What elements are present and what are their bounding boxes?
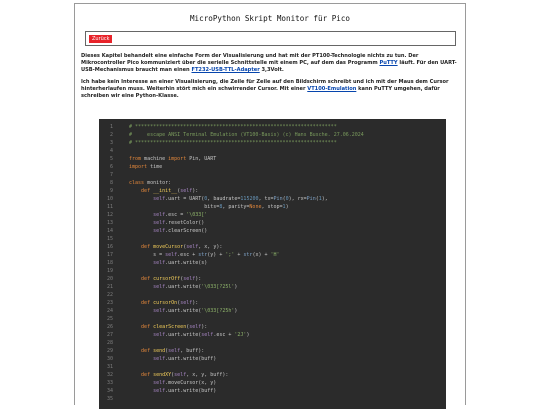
code-token: cursorOn: [153, 300, 178, 306]
code-token: # *******************************************************************: [129, 140, 337, 146]
line-number: 19: [106, 268, 113, 274]
code-token: Pin: [306, 196, 316, 202]
code-token: [129, 332, 153, 338]
content-panel: [74, 3, 466, 405]
code-text: [129, 219, 204, 227]
line-number: 28: [106, 340, 113, 346]
code-token: moveCursor: [153, 244, 184, 250]
code-token: monitor:: [144, 180, 172, 186]
code-token: 1: [282, 204, 286, 210]
code-token: .resetColor(): [165, 220, 205, 226]
code-token: (: [315, 196, 319, 202]
code-token: [129, 220, 153, 226]
line-number: 17: [106, 252, 113, 258]
code-token: class: [129, 180, 145, 186]
line-number: 23: [106, 300, 113, 306]
code-token: ), rx=: [288, 196, 307, 202]
code-line: [99, 139, 446, 147]
code-line: [99, 123, 446, 131]
code-token: str: [243, 252, 253, 258]
paragraph-text: Ich habe kein Interesse an einer Visualisierung, die Zeile für Zeile auf den Bildschirm schreibt und ich mit der Maus dem Cursor hinterherlaufen muss. Weiterhin stört mich ein schwirrender Cursor. Mit einer: [81, 79, 449, 92]
code-token: self: [174, 372, 187, 378]
code-token: 115200: [240, 196, 259, 202]
code-line: [99, 171, 446, 179]
code-text: [129, 347, 204, 355]
code-text: [129, 299, 198, 307]
code-token: [129, 188, 141, 194]
code-token: self: [153, 220, 166, 226]
code-token: ):: [192, 300, 199, 306]
code-line: [99, 331, 446, 339]
line-number: 5: [109, 156, 113, 162]
code-token: def: [141, 276, 151, 282]
code-line: [99, 283, 446, 291]
line-number: 8: [109, 180, 113, 186]
code-line: [99, 355, 446, 363]
code-token: [129, 380, 153, 386]
code-line: [99, 291, 446, 299]
code-token: .moveCursor(x, y): [165, 380, 217, 386]
code-token: [129, 276, 141, 282]
line-number: 13: [106, 220, 113, 226]
code-token: clearScreen: [153, 324, 187, 330]
line-number: 3: [109, 140, 113, 146]
code-token: [129, 348, 141, 354]
code-token: .clearScreen(): [165, 228, 208, 234]
code-token: (y) +: [207, 252, 226, 258]
code-token: , x, y, buff):: [186, 372, 229, 378]
code-line: [99, 187, 446, 195]
code-token: self: [180, 300, 193, 306]
code-token: Pin: [273, 196, 283, 202]
inline-link[interactable]: FT232-USB-TTL-Adapter: [191, 67, 260, 73]
code-text: [129, 163, 162, 171]
code-token: .uart.write(: [165, 284, 202, 290]
code-token: '\033[?25h': [201, 308, 235, 314]
code-token: 8: [219, 204, 223, 210]
line-number: 18: [106, 260, 113, 266]
code-line: [99, 371, 446, 379]
code-token: (: [165, 348, 169, 354]
code-line: [99, 315, 446, 323]
code-line: [99, 387, 446, 395]
code-token: ):: [192, 188, 199, 194]
code-token: .uart.write(s): [165, 260, 208, 266]
code-text: [129, 139, 337, 147]
code-token: .uart = UART(: [165, 196, 205, 202]
code-line: [99, 307, 446, 315]
line-number: 33: [106, 380, 113, 386]
line-number: 7: [109, 172, 113, 178]
code-token: [129, 228, 153, 234]
code-token: (: [177, 188, 181, 194]
code-token: 'H': [270, 252, 280, 258]
code-token: def: [141, 244, 151, 250]
code-token: [129, 260, 153, 266]
code-line: [99, 155, 446, 163]
code-token: ): [234, 284, 238, 290]
code-token: , x, y):: [198, 244, 223, 250]
code-text: [129, 355, 216, 363]
code-token: self: [153, 228, 166, 234]
code-text: [129, 387, 216, 395]
code-text: [129, 331, 249, 339]
code-line: [99, 267, 446, 275]
code-token: ):: [195, 276, 202, 282]
code-token: .esc +: [213, 332, 235, 338]
code-line: [99, 131, 446, 139]
description-paragraph: [81, 79, 463, 100]
line-number: 31: [106, 364, 113, 370]
line-number: 16: [106, 244, 113, 250]
code-token: [129, 356, 153, 362]
code-text: [129, 227, 207, 235]
code-token: __init__: [153, 188, 178, 194]
code-text: [129, 259, 207, 267]
line-number: 1: [109, 124, 113, 130]
code-token: machine: [141, 156, 169, 162]
code-token: def: [141, 300, 151, 306]
line-number: 4: [109, 148, 113, 154]
code-token: bits=: [129, 204, 220, 210]
code-token: self: [153, 284, 166, 290]
back-button[interactable]: Zurück: [89, 35, 112, 43]
line-number: 26: [106, 324, 113, 330]
code-token: time: [147, 164, 163, 170]
code-token: [129, 372, 141, 378]
code-token: [129, 388, 153, 394]
code-token: ): [246, 332, 250, 338]
code-token: '2J': [234, 332, 247, 338]
code-line: [99, 219, 446, 227]
code-line: [99, 395, 446, 403]
code-token: ';': [225, 252, 235, 258]
line-number: 24: [106, 308, 113, 314]
line-number: 12: [106, 212, 113, 218]
code-token: self: [153, 308, 166, 314]
code-text: [129, 243, 222, 251]
code-token: (: [177, 300, 181, 306]
code-token: , parity=: [222, 204, 250, 210]
code-line: [99, 275, 446, 283]
code-token: self: [153, 356, 166, 362]
code-text: [129, 179, 171, 187]
code-text: [129, 283, 237, 291]
code-token: , baudrate=: [207, 196, 241, 202]
code-line: [99, 179, 446, 187]
code-token: 1: [318, 196, 322, 202]
code-line: [99, 347, 446, 355]
code-text: [129, 371, 228, 379]
code-line: [99, 251, 446, 259]
code-text: [129, 195, 328, 203]
code-token: [129, 300, 141, 306]
code-token: , stop=: [261, 204, 283, 210]
code-token: (: [282, 196, 286, 202]
code-token: from: [129, 156, 142, 162]
code-token: [129, 244, 141, 250]
code-token: .uart.write(: [165, 332, 202, 338]
code-token: sendXY: [153, 372, 172, 378]
line-number: 10: [106, 196, 113, 202]
code-token: [129, 284, 153, 290]
code-token: self: [186, 244, 199, 250]
line-number: 22: [106, 292, 113, 298]
code-text: [129, 155, 216, 163]
code-token: '\033[': [186, 212, 208, 218]
code-text: [129, 307, 237, 315]
code-token: send: [153, 348, 166, 354]
code-token: self: [183, 276, 196, 282]
code-token: '\033[?25l': [201, 284, 235, 290]
code-text: [129, 379, 216, 387]
line-number: 25: [106, 316, 113, 322]
code-token: .uart.write(buff): [165, 356, 217, 362]
code-token: [129, 308, 153, 314]
code-token: self: [153, 332, 166, 338]
code-line: [99, 147, 446, 155]
code-text: [129, 323, 207, 331]
nav-box: [85, 31, 456, 46]
code-line: [99, 235, 446, 243]
code-line: [99, 195, 446, 203]
code-token: self: [165, 252, 178, 258]
code-text: [129, 211, 207, 219]
code-token: ): [285, 204, 289, 210]
code-line: [99, 323, 446, 331]
code-token: .esc =: [165, 212, 187, 218]
code-token: 0: [285, 196, 289, 202]
code-line: [99, 203, 446, 211]
code-token: self: [168, 348, 181, 354]
code-line: [99, 259, 446, 267]
code-token: .uart.write(buff): [165, 388, 217, 394]
code-token: def: [141, 372, 151, 378]
paragraph-text: Dieses Kapitel behandelt eine einfache Form der Visualisierung und hat mit der PT100-Technologie nichts zu tun. Der Mikrocontroller Pico kommuniziert über die serielle Schnittstelle mit einem PC, auf dem das Programm: [81, 53, 419, 66]
code-line: [99, 211, 446, 219]
line-number: 6: [109, 164, 113, 170]
line-number: 20: [106, 276, 113, 282]
code-text: [129, 203, 289, 211]
code-token: self: [153, 388, 166, 394]
code-line: [99, 163, 446, 171]
code-token: str: [198, 252, 208, 258]
code-token: Pin, UART: [186, 156, 217, 162]
code-token: self: [180, 188, 193, 194]
code-token: self: [153, 260, 166, 266]
line-number: 21: [106, 284, 113, 290]
code-token: self: [153, 380, 166, 386]
code-block: [99, 119, 446, 409]
code-token: (: [171, 372, 175, 378]
inline-link[interactable]: VT100-Emulation: [307, 86, 357, 92]
code-line: [99, 243, 446, 251]
line-number: 11: [106, 204, 113, 210]
code-token: s =: [129, 252, 166, 258]
code-token: ):: [201, 324, 208, 330]
code-token: (: [183, 244, 187, 250]
paragraph-text: läuft. Für den UART-USB-Mechanismus braucht man einen: [81, 60, 457, 73]
code-text: [129, 131, 364, 139]
code-token: def: [141, 188, 151, 194]
line-number: 35: [106, 396, 113, 402]
code-token: [129, 196, 153, 202]
line-number: 30: [106, 356, 113, 362]
line-number: 2: [109, 132, 113, 138]
inline-link[interactable]: PuTTY: [379, 60, 398, 66]
code-line: [99, 299, 446, 307]
code-token: .uart.write(: [165, 308, 202, 314]
code-line: [99, 227, 446, 235]
code-token: # *******************************************************************: [129, 124, 337, 130]
code-token: def: [141, 348, 151, 354]
code-token: cursorOff: [153, 276, 181, 282]
code-line: [99, 339, 446, 347]
paragraph-text: 3,3Volt.: [259, 67, 284, 73]
line-number: 32: [106, 372, 113, 378]
code-token: # escape ANSI Terminal Emulation (VT100-Basis) (c) Hans Busche. 27.06.2024: [129, 132, 364, 138]
code-token: self: [189, 324, 202, 330]
line-number: 9: [109, 188, 113, 194]
code-line: [99, 363, 446, 371]
code-token: import: [129, 164, 148, 170]
code-token: .esc +: [177, 252, 199, 258]
code-token: (: [180, 276, 184, 282]
page-title: MicroPython Skript Monitor für Pico: [189, 14, 350, 23]
code-token: import: [168, 156, 187, 162]
code-token: self: [153, 212, 166, 218]
line-number: 14: [106, 228, 113, 234]
code-token: (x) +: [252, 252, 271, 258]
code-text: [129, 251, 280, 259]
code-token: def: [141, 324, 151, 330]
line-number: 15: [106, 236, 113, 242]
intro-paragraph: [81, 53, 463, 74]
code-token: [129, 324, 141, 330]
code-token: None: [249, 204, 262, 210]
line-number: 29: [106, 348, 113, 354]
code-token: (: [186, 324, 190, 330]
paragraph-text: kann PuTTY umgehen, dafür schreiben wir eine Python-Klasse.: [81, 86, 440, 99]
line-number: 27: [106, 332, 113, 338]
code-text: [129, 187, 198, 195]
code-token: 0: [204, 196, 208, 202]
code-text: [129, 275, 201, 283]
code-token: ): [234, 308, 238, 314]
code-token: self: [201, 332, 214, 338]
code-token: [129, 212, 153, 218]
code-token: self: [153, 196, 166, 202]
code-line: [99, 379, 446, 387]
code-token: , buff):: [180, 348, 205, 354]
code-token: ),: [321, 196, 328, 202]
line-number: 34: [106, 388, 113, 394]
code-token: +: [234, 252, 244, 258]
code-text: [129, 123, 337, 131]
code-token: , tx=: [258, 196, 274, 202]
